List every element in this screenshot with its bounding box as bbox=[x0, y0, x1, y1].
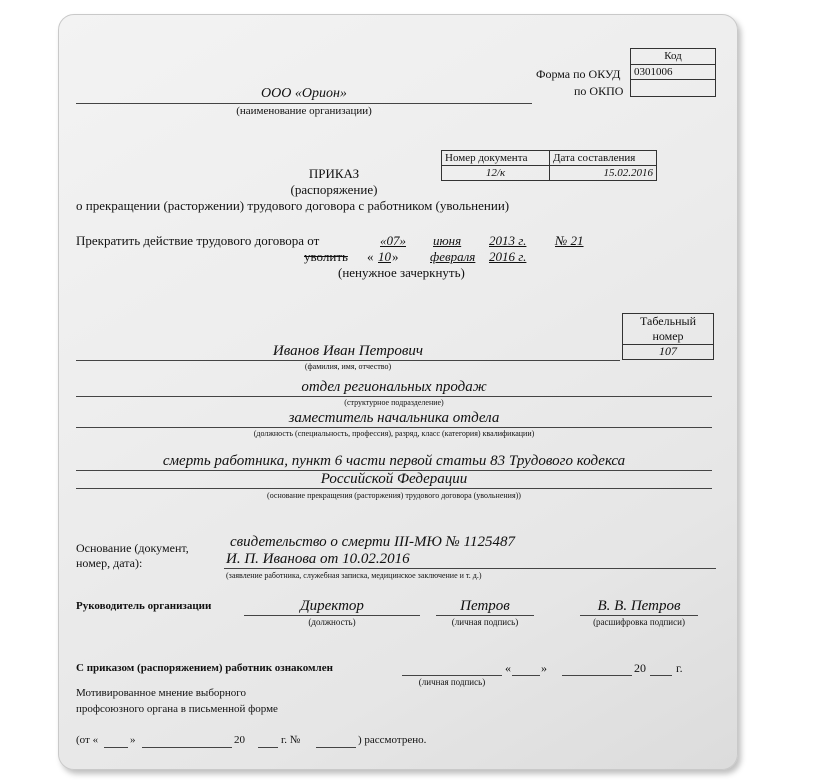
head-position: Директор bbox=[300, 598, 364, 614]
codes-table bbox=[630, 48, 716, 97]
doc-number-table bbox=[441, 150, 657, 181]
contract-year: 2013 г. bbox=[489, 233, 527, 248]
order-alt-title: (распоряжение) bbox=[290, 182, 378, 197]
union-line1: Мотивированное мнение выборного bbox=[76, 687, 247, 699]
head-signature: Петров bbox=[460, 598, 510, 614]
contract-month: июня bbox=[433, 233, 462, 248]
reason-line2: Российской Федерации bbox=[320, 471, 468, 487]
doc-date-value: 15.02.2016 bbox=[550, 166, 657, 181]
head-signature-caption: (личная подпись) bbox=[451, 617, 519, 627]
head-label: Руководитель организации bbox=[76, 600, 212, 612]
strike-note: (ненужное зачеркнуть) bbox=[338, 265, 465, 280]
tabel-header: Табельный номер bbox=[622, 313, 714, 345]
basis-caption: (заявление работника, служебная записка, медицинское заключение и т. д.) bbox=[226, 571, 482, 580]
basis-value-line2: И. П. Иванова от 10.02.2016 bbox=[226, 551, 410, 567]
union-year-prefix: 20 bbox=[234, 734, 245, 746]
okpo-value bbox=[631, 80, 716, 97]
tabel-value: 107 bbox=[622, 344, 714, 360]
contract-number: № 21 bbox=[555, 233, 584, 248]
dismiss-day-close: » bbox=[392, 249, 399, 264]
dismiss-word: уволить bbox=[304, 249, 348, 264]
acquainted-quote-close: » bbox=[541, 661, 547, 675]
dismiss-year: 2016 г. bbox=[489, 249, 527, 264]
acquainted-year-prefix: 20 bbox=[634, 661, 646, 675]
basis-label-line2: номер, дата): bbox=[76, 556, 143, 570]
acquainted-quote-open: « bbox=[505, 661, 511, 675]
order-title: ПРИКАЗ bbox=[308, 166, 360, 181]
basis-value-line1: свидетельство о смерти III-МЮ № 1125487 bbox=[230, 534, 515, 550]
union-from-open: (от « bbox=[76, 734, 99, 746]
acquainted-signature-caption: (личная подпись) bbox=[418, 677, 486, 687]
okpo-label: по ОКПО bbox=[574, 84, 624, 98]
union-from-close: » bbox=[130, 734, 136, 746]
employee-position: заместитель начальника отдела bbox=[288, 410, 500, 426]
terminate-label: Прекратить действие трудового договора от bbox=[76, 233, 320, 248]
okud-label: Форма по ОКУД bbox=[536, 67, 621, 81]
acquainted-year-suffix: г. bbox=[676, 661, 683, 675]
doc-number-header: Номер документа bbox=[442, 151, 550, 166]
employee-name: Иванов Иван Петрович bbox=[272, 343, 424, 359]
dismiss-day: 10 bbox=[378, 249, 391, 264]
union-reviewed: ) рассмотрено. bbox=[358, 734, 427, 746]
contract-day: «07» bbox=[380, 233, 406, 248]
reason-caption: (основание прекращения (расторжения) трудового договора (увольнения)) bbox=[267, 491, 521, 500]
head-decoded-caption: (расшифровка подписи) bbox=[593, 617, 685, 627]
head-decoded-name: В. В. Петров bbox=[597, 598, 681, 614]
dismiss-day-open: « bbox=[367, 249, 374, 264]
doc-date-header: Дата составления bbox=[550, 151, 657, 166]
codes-header: Код bbox=[631, 49, 716, 65]
dismiss-month: февраля bbox=[430, 249, 476, 264]
doc-number-value: 12/к bbox=[442, 166, 550, 181]
org-caption: (наименование организации) bbox=[236, 105, 372, 117]
okud-value: 0301006 bbox=[631, 65, 716, 80]
acquainted-label: С приказом (распоряжением) работник ознакомлен bbox=[76, 662, 333, 674]
order-subject: о прекращении (расторжении) трудового договора с работником (увольнении) bbox=[76, 198, 510, 213]
employee-dept-caption: (структурное подразделение) bbox=[344, 398, 444, 407]
employee-name-caption: (фамилия, имя, отчество) bbox=[304, 362, 392, 371]
employee-position-caption: (должность (специальность, профессия), разряд, класс (категория) квалификации) bbox=[253, 429, 535, 438]
head-position-caption: (должность) bbox=[308, 617, 356, 627]
union-line2: профсоюзного органа в письменной форме bbox=[76, 703, 278, 715]
reason-line1: смерть работника, пункт 6 части первой статьи 83 Трудового кодекса bbox=[162, 453, 626, 469]
union-g-no: г. № bbox=[281, 734, 301, 746]
org-name: ООО «Орион» bbox=[261, 86, 347, 101]
basis-label-line1: Основание (документ, bbox=[76, 541, 189, 555]
employee-dept: отдел региональных продаж bbox=[301, 379, 487, 395]
